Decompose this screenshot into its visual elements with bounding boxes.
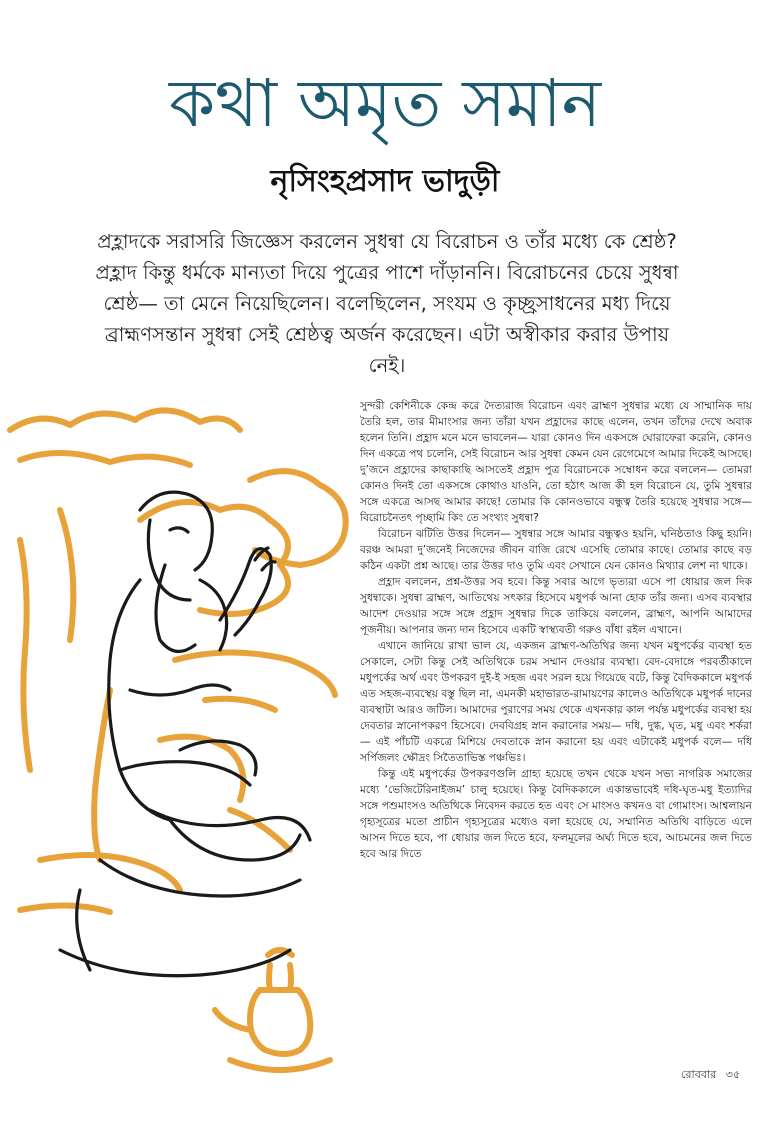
standfirst: প্রহ্লাদকে সরাসরি জিজ্ঞেস করলেন সুধন্বা যে বিরোচন ও তাঁর মধ্যে কে শ্রেষ্ঠ? প্রহ্লাদ কিন্তু ধর্মকে মান্যতা দিয়ে পুত্রের পাশে দাঁড়াননি। বিরোচনের চেয়ে সুধন্বা শ্রেষ্ঠ— তা মেনে নিয়েছিলেন। বলেছিলেন, সংযম ও কৃচ্ছ্রসাধনের মধ্য দিয়ে ব্রাহ্মণসন্তান সুধন্বা সেই শ্রেষ্ঠত্ব অর্জন করেছেন। এটা অস্বীকার করার উপায় নেই। xyxy=(95,230,679,377)
page-number: ৩৫ xyxy=(725,1068,740,1081)
body-paragraph: সুন্দরী কেশিনীকে কেন্দ্র করে দৈত্যরাজ বিরোচন এবং ব্রাহ্মণ সুধন্বার মধ্যে যে সাম্মানিক দায় তৈরি হল, তার মীমাংসার জন্য তাঁরা যখন প্রহ্লাদের কাছে এলেন, তখন তাঁদের দেখে অবাক হলেন তিনি। প্রহ্লাদ মনে মনে ভাবলেন— যারা কোনও দিন একসঙ্গে ঘোরাফেরা করেনি, কোনও দিন একত্রে পথ চলেনি, সেই বিরোচন আর সুধন্বা কেমন যেন রেগেমেগে আমার দিকেই আসছে। দু’জনে প্রহ্লাদের কাছাকাছি আসতেই প্রহ্লাদ পুত্র বিরোচনকে সম্বোধন করে বললেন— তোমরা কোনও দিনই তো একসঙ্গে কোথাও যাওনি, তো হঠাৎ আজ কী হল বিরোচন যে, তুমি সুধন্বার সঙ্গে একত্রে আসছ আমার কাছে! তোমার কি কোনওভাবে বন্ধুত্ব তৈরি হয়েছে সুধন্বার সঙ্গে— বিরোচনৈতৎ পৃচ্ছামি কিং তে সংখ্যং সুধন্বা? xyxy=(360,400,752,524)
article-title: কথা অমৃত সমান xyxy=(168,65,602,142)
body-paragraph: কিন্তু এই মধুপর্কের উপকরণগুলি গ্রাহ্য হয়েছে তখন থেকে যখন সভ্য নাগরিক সমাজের মধ্যে ‘ভেজিটেরিনাইজম’ চালু হয়েছে। কিন্তু বৈদিককালে একান্তভাবেই দধি-ঘৃত-মধু ইত্যাদির সঙ্গে পশুমাংসও অতিথিকে নিবেদন করতে হত এবং সে মাংসও কখনও বা গোমাংস। আশ্বলায়ন গৃহ্যসূত্রের মতো প্রাচীন গৃহ্যসূত্রের মধ্যেও বলা হয়েছে যে, সম্মানিত অতিথি বাড়িতে এলে আসন দিতে হবে, পা ধোয়ার জল দিতে হবে, ফলমূলের অর্ঘ্য দিতে হবে, আচমনের জল দিতে হবে আর দিতে xyxy=(360,768,752,860)
author-byline: নৃসিংহপ্রসাদ ভাদুড়ী xyxy=(270,164,500,199)
sage-illustration xyxy=(0,390,360,1110)
body-paragraph: প্রহ্লাদ বললেন, প্রশ্ন-উত্তর সব হবে। কিন্তু সবার আগে ভৃত্যরা এসে পা ধোয়ার জল দিক সুধন্বাকে। সুধন্বা ব্রাহ্মণ, আতিথেয় সৎকার হিসেবে মধুপর্ক আনা হোক তাঁর জন্য। এসব ব্যবস্থার আদেশ দেওয়ার সঙ্গে সঙ্গে প্রহ্লাদ সুধন্বার দিকে তাকিয়ে বললেন, ব্রাহ্মণ, আপনি আমাদের পূজনীয়। আপনার জন্য দান হিসেবে একটি স্বাস্থ্যবতী গরুও বাঁধা রইল এখানে। xyxy=(360,576,752,636)
article-body xyxy=(360,398,752,862)
magazine-name: রোববার xyxy=(681,1068,717,1081)
page-footer xyxy=(675,1066,740,1085)
body-paragraph: এখানে জানিয়ে রাখা ভাল যে, একজন ব্রাহ্মণ-অতিথির জন্য যখন মধুপর্কের ব্যবস্থা হত সেকালে, সেটা কিন্তু সেই অতিথিকে চরম সম্মান দেওয়ার ব্যবস্থা। বেদ-বেদাঙ্গে পরবর্তীকালে মধুপর্কের অর্থ এবং উপকরণ দুই-ই সহজ এবং সরল হয়ে গিয়েছে বটে, কিন্তু বৈদিককালে মধুপর্ক এত সহজ-ব্যবস্থেয় বস্তু ছিল না, এমনকী মহাভারত-রামায়ণের কালেও অতিথিকে মধুপর্ক দানের ব্যবস্থাটা আরও জটিল। আমাদের পুরাণের সময় থেকে এখনকার কাল পর্যন্ত মধুপর্কের ব্যবস্থা হয় দেবতার স্নানোপকরণ হিসেবে। দেববিগ্রহ স্নান করানোর সময়— দধি, দুগ্ধ, ঘৃত, মধু এবং শর্করা— এই পাঁচটি একত্রে মিশিয়ে দেবতাকে স্নান করানো হয় এবং এটাকেই মধুপর্ক বলে— দধি সর্পিজলং ক্ষৌদ্রং সিতৈতাভিস্ত পঞ্চভিঃ। xyxy=(360,640,752,764)
body-paragraph: বিরোচন ঝটিতি উত্তর দিলেন— সুধন্বার সঙ্গে আমার বন্ধুত্বও হয়নি, ঘনিষ্ঠতাও কিছু হয়নি। বরঞ্চ আমরা দু’জনেই নিজেদের জীবন বাজি রেখে এসেছি তোমার কাছে। তোমার কাছে বড় কঠিন একটা প্রশ্ন আছে। তার উত্তর দাও তুমি এবং সেখানে যেন কোনও মিথ্যার লেশ না থাকে। xyxy=(360,528,752,572)
